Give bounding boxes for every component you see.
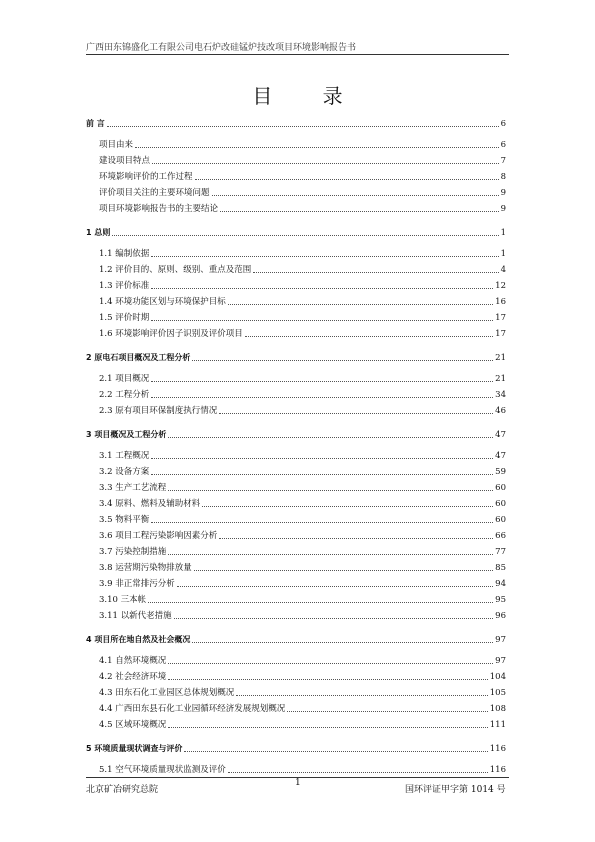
toc-entry-label: 项目环境影响报告书的主要结论: [99, 204, 219, 214]
toc-dot-leader: [202, 506, 493, 507]
toc-entry-label: 3.9 非正常排污分析: [99, 579, 175, 589]
toc-dot-leader: [151, 474, 493, 475]
toc-entry-label: 1.5 评价时期: [99, 313, 150, 323]
toc-section-row[interactable]: [99, 279, 506, 291]
toc-section-row[interactable]: [99, 609, 506, 621]
toc-chapter-row[interactable]: [86, 226, 506, 238]
toc-entry-label: 4.3 田东石化工业园区总体规划概况: [99, 688, 235, 698]
toc-chapter-row[interactable]: [86, 742, 506, 754]
toc-entry-label: 2 原电石项目概况及工程分析: [86, 353, 191, 362]
toc-dot-leader: [253, 272, 498, 273]
toc-dot-leader: [168, 554, 493, 555]
toc-entry-page: 6: [500, 140, 506, 150]
toc-entry-page: 21: [495, 374, 506, 384]
toc-entry-label: 3.3 生产工艺流程: [99, 483, 167, 493]
toc-section-row[interactable]: [99, 718, 506, 730]
toc-entry-label: 1.2 评价目的、原则、级别、重点及范围: [99, 265, 252, 275]
toc-entry-page: 59: [495, 467, 506, 477]
toc-dot-leader: [152, 163, 499, 164]
toc-section-row[interactable]: [99, 545, 506, 557]
toc-section-row[interactable]: [99, 702, 506, 714]
header-rule: [86, 54, 509, 55]
toc-dot-leader: [192, 642, 493, 643]
toc-dot-leader: [151, 458, 493, 459]
toc-entry-label: 5 环境质量现状调查与评价: [86, 744, 183, 753]
toc-entry-label: 4.4 广西田东县石化工业园循环经济发展规划概况: [99, 704, 286, 714]
toc-section-row[interactable]: [99, 388, 506, 400]
toc-section-row[interactable]: [99, 327, 506, 339]
toc-entry-label: 3.8 运营期污染物排放量: [99, 563, 192, 573]
toc-dot-leader: [228, 772, 488, 773]
footer-certificate: 国环评证甲字第 1014 号: [405, 785, 506, 795]
toc-entry-page: 6: [500, 119, 506, 129]
toc-entry-label: 3.6 项目工程污染影响因素分析: [99, 531, 218, 541]
toc-dot-leader: [151, 381, 493, 382]
toc-entry-page: 77: [495, 547, 506, 557]
toc-dot-leader: [151, 256, 498, 257]
toc-section-row[interactable]: [99, 497, 506, 509]
toc-section-row[interactable]: [99, 577, 506, 589]
toc-entry-page: 105: [489, 688, 506, 698]
toc-entry-label: 1.6 环境影响评价因子识别及评价项目: [99, 329, 243, 339]
toc-entry-label: 4.2 社会经济环境: [99, 672, 167, 682]
toc-dot-leader: [219, 413, 493, 414]
toc-entry-page: 7: [500, 156, 506, 166]
toc-entry-page: 85: [495, 563, 506, 573]
toc-entry-label: 3.2 设备方案: [99, 467, 150, 477]
toc-section-row[interactable]: [99, 686, 506, 698]
toc-entry-label: 4.5 区域环境概况: [99, 720, 167, 730]
toc-entry-label: 3.10 三本帐: [99, 595, 147, 605]
toc-entry-label: 1 总则: [86, 228, 111, 237]
toc-dot-leader: [236, 695, 488, 696]
toc-section-row[interactable]: [99, 247, 506, 259]
toc-entry-label: 3.7 污染控制措施: [99, 547, 167, 557]
toc-section-row[interactable]: [99, 202, 506, 214]
toc-dot-leader: [184, 751, 487, 752]
toc-chapter-row[interactable]: [86, 428, 506, 440]
toc-entry-label: 2.3 原有项目环保制度执行情况: [99, 406, 218, 416]
toc-dot-leader: [168, 663, 493, 664]
toc-entry-label: 前 言: [86, 119, 105, 128]
toc-entry-page: 34: [495, 390, 506, 400]
toc-dot-leader: [168, 490, 493, 491]
toc-dot-leader: [151, 288, 493, 289]
toc-entry-label: 2.1 项目概况: [99, 374, 150, 384]
toc-section-row[interactable]: [99, 263, 506, 275]
toc-entry-page: 21: [495, 353, 506, 363]
toc-section-row[interactable]: [99, 513, 506, 525]
page-number: 1: [295, 778, 301, 788]
toc-chapter-row[interactable]: [86, 351, 506, 363]
toc-section-row[interactable]: [99, 311, 506, 323]
toc-dot-leader: [135, 147, 499, 148]
toc-entry-label: 3.11 以新代老措施: [99, 611, 172, 621]
toc-section-row[interactable]: [99, 593, 506, 605]
toc-section-row[interactable]: [99, 465, 506, 477]
page-title: 目 录: [252, 84, 365, 108]
toc-entry-page: 4: [500, 265, 506, 275]
toc-dot-leader: [168, 727, 488, 728]
toc-entry-page: 8: [500, 172, 506, 182]
toc-dot-leader: [228, 304, 493, 305]
toc-entry-page: 1: [500, 249, 506, 259]
toc-dot-leader: [220, 211, 499, 212]
toc-dot-leader: [245, 336, 493, 337]
toc-section-row[interactable]: [99, 561, 506, 573]
toc-dot-leader: [287, 711, 488, 712]
toc-dot-leader: [212, 195, 499, 196]
toc-section-row[interactable]: [99, 170, 506, 182]
toc-entry-label: 2.2 工程分析: [99, 390, 150, 400]
toc-entry-page: 66: [495, 531, 506, 541]
toc-entry-label: 3 项目概况及工程分析: [86, 430, 167, 439]
toc-entry-label: 4.1 自然环境概况: [99, 656, 167, 666]
toc-entry-label: 建设项目特点: [99, 156, 151, 166]
toc-entry-page: 17: [495, 329, 506, 339]
toc-entry-label: 1.1 编制依据: [99, 249, 150, 259]
toc-section-row[interactable]: [99, 154, 506, 166]
toc-entry-label: 4 项目所在地自然及社会概况: [86, 635, 191, 644]
toc-dot-leader: [148, 602, 493, 603]
toc-entry-label: 3.5 物料平衡: [99, 515, 150, 525]
toc-dot-leader: [151, 397, 493, 398]
toc-section-row[interactable]: [99, 654, 506, 666]
toc-entry-page: 111: [489, 720, 506, 730]
toc-entry-label: 5.1 空气环境质量现状监测及评价: [99, 765, 226, 775]
toc-section-row[interactable]: [99, 670, 506, 682]
toc-dot-leader: [177, 586, 493, 587]
toc-entry-page: 9: [500, 188, 506, 198]
toc-dot-leader: [151, 320, 493, 321]
toc-section-row[interactable]: [99, 295, 506, 307]
toc-dot-leader: [174, 618, 494, 619]
toc-dot-leader: [107, 126, 499, 127]
toc-entry-page: 108: [489, 704, 506, 714]
toc-dot-leader: [168, 679, 488, 680]
toc-entry-page: 9: [500, 204, 506, 214]
toc-entry-page: 47: [495, 451, 506, 461]
running-header: 广西田东锦盛化工有限公司电石炉改硅锰炉技改项目环境影响报告书: [86, 43, 357, 53]
toc-section-row[interactable]: [99, 529, 506, 541]
toc-entry-page: 116: [489, 765, 506, 775]
toc-chapter-row[interactable]: [86, 633, 506, 645]
toc-entry-page: 60: [495, 499, 506, 509]
toc-entry-label: 1.3 评价标准: [99, 281, 150, 291]
toc-section-row[interactable]: [99, 372, 506, 384]
toc-entry-label: 环境影响评价的工作过程: [99, 172, 193, 182]
toc-entry-page: 97: [495, 635, 506, 645]
toc-dot-leader: [151, 522, 493, 523]
footer-institution: 北京矿冶研究总院: [86, 785, 159, 795]
toc-entry-label: 1.4 环境功能区划与环境保护目标: [99, 297, 226, 307]
toc-section-row[interactable]: [99, 449, 506, 461]
toc-entry-page: 60: [495, 515, 506, 525]
toc-section-row[interactable]: [99, 138, 506, 150]
toc-entry-label: 评价项目关注的主要环境问题: [99, 188, 210, 198]
toc-entry-page: 97: [495, 656, 506, 666]
toc-entry-label: 3.4 原料、燃料及辅助材料: [99, 499, 201, 509]
toc-entry-page: 104: [489, 672, 506, 682]
toc-dot-leader: [192, 360, 493, 361]
toc-entry-page: 94: [495, 579, 506, 589]
toc-entry-page: 47: [495, 430, 506, 440]
toc-entry-page: 116: [489, 744, 506, 754]
toc-dot-leader: [168, 437, 493, 438]
toc-entry-page: 17: [495, 313, 506, 323]
toc-entry-page: 16: [495, 297, 506, 307]
toc-dot-leader: [194, 570, 493, 571]
toc-entry-page: 46: [495, 406, 506, 416]
toc-dot-leader: [219, 538, 493, 539]
toc-entry-page: 1: [500, 228, 506, 238]
toc-section-row[interactable]: [99, 404, 506, 416]
toc-section-row[interactable]: [99, 763, 506, 775]
toc-entry-page: 12: [495, 281, 506, 291]
toc-entry-page: 60: [495, 483, 506, 493]
toc-section-row[interactable]: [99, 481, 506, 493]
toc-entry-label: 3.1 工程概况: [99, 451, 150, 461]
toc-dot-leader: [112, 235, 498, 236]
toc-dot-leader: [195, 179, 499, 180]
toc-entry-page: 96: [495, 611, 506, 621]
toc-chapter-row[interactable]: [86, 117, 506, 129]
toc-section-row[interactable]: [99, 186, 506, 198]
toc-entry-label: 项目由来: [99, 140, 134, 150]
toc-entry-page: 95: [495, 595, 506, 605]
